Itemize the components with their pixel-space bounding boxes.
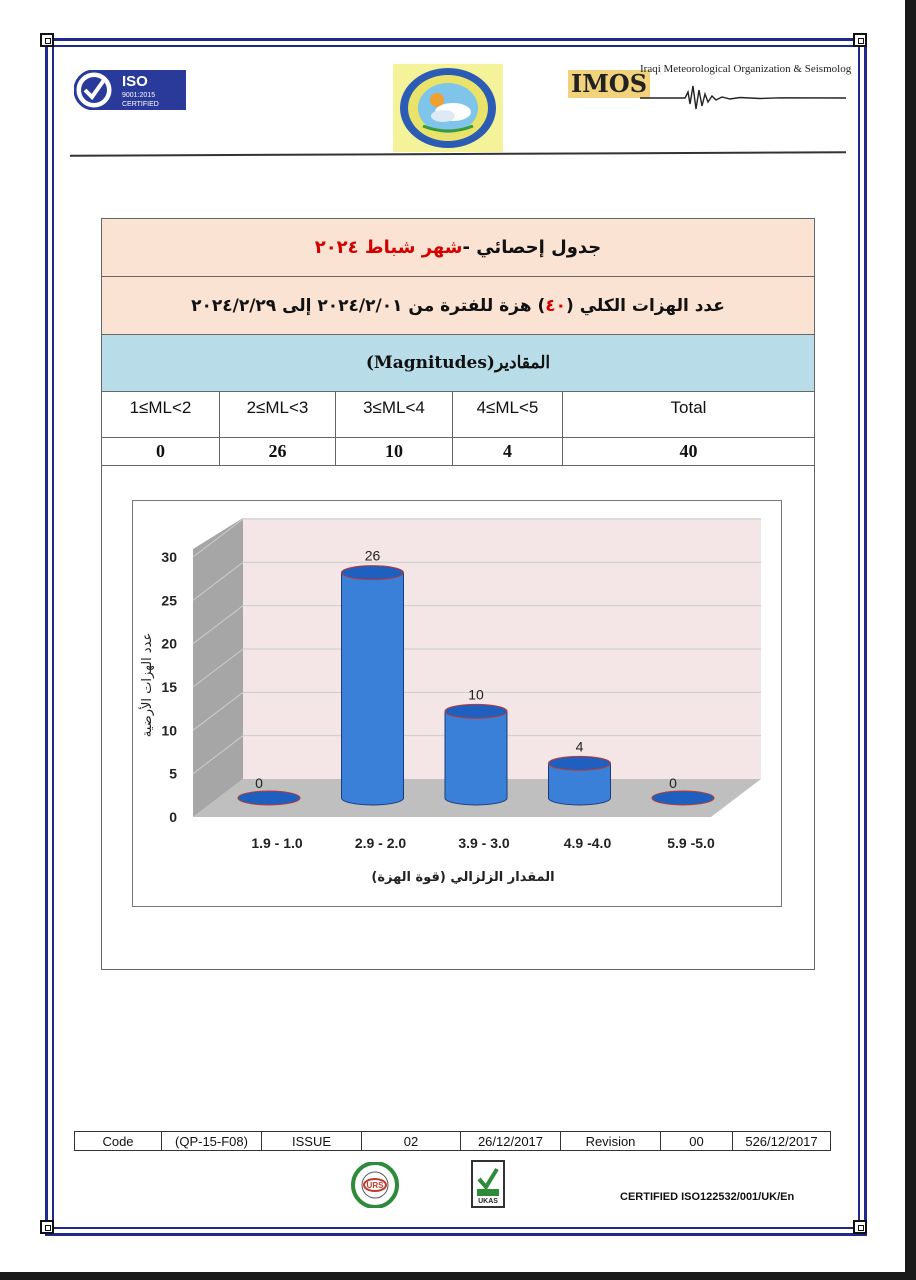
corner-ornament — [40, 33, 54, 47]
column-header-4-5: 4≤ML<5 — [453, 392, 563, 437]
x-tick-label: 2.9 - 2.0 — [354, 835, 407, 851]
chart-svg — [133, 501, 781, 906]
x-tick-label: 3.9 - 3.0 — [458, 835, 510, 851]
count-2-3: 26 — [220, 438, 336, 465]
table-title-text: جدول إحصائي - — [462, 237, 602, 258]
bar-top — [549, 756, 611, 770]
iso-standard-text: 9001:2015 — [122, 92, 156, 99]
iso-text: ISO — [122, 73, 148, 90]
count-total: 40 — [679, 441, 698, 461]
bar-top — [342, 566, 404, 580]
ukas-logo-text: UKAS — [478, 1198, 498, 1205]
table-title — [315, 237, 602, 258]
data-label: 26 — [364, 547, 381, 564]
corner-ornament — [853, 33, 867, 47]
bar-top — [445, 704, 507, 718]
y-tick-label: 0 — [169, 809, 177, 825]
bar-1 — [342, 548, 404, 805]
magnitudes-header-row — [102, 335, 814, 392]
total-quakes-row — [102, 277, 814, 335]
y-tick-label: 20 — [161, 635, 177, 652]
count-4-5: 4 — [453, 438, 563, 465]
y-tick-label: 30 — [161, 549, 177, 565]
corner-ornament — [853, 1220, 867, 1234]
count-3-4: 10 — [336, 438, 453, 465]
total-quakes-period: ) هزة للفترة من ٢٠٢٤/٢/٠١ إلى ٢٠٢٤/٢/٢٩ — [191, 295, 546, 316]
total-quakes-count: ٤٠ — [545, 295, 567, 316]
column-header-3-4: 3≤ML<4 — [336, 392, 453, 437]
urs-certification-logo — [351, 1162, 399, 1208]
certification-number: CERTIFIED ISO122532/001/UK/En — [620, 1191, 795, 1203]
document-control-table — [74, 1131, 831, 1151]
iso-certified-text: CERTIFIED — [122, 101, 159, 108]
y-tick-label: 5 — [169, 765, 177, 782]
table-title-row — [102, 219, 814, 277]
x-tick-label: 4.9 -4.0 — [563, 835, 612, 851]
iso-certified-logo — [74, 70, 186, 110]
urs-logo-text: URS — [366, 1181, 384, 1190]
footer-revision-value: 00 — [661, 1132, 733, 1150]
bar-body — [342, 573, 404, 805]
footer-issue-label: ISSUE — [262, 1132, 362, 1150]
x-tick-label: 5.9 -5.0 — [667, 835, 715, 851]
bar-top — [238, 791, 300, 805]
x-tick-label: 1.9 - 1.0 — [251, 835, 303, 851]
ukas-certification-logo — [469, 1159, 507, 1209]
y-tick-label: 25 — [161, 592, 177, 609]
y-tick-label: 15 — [161, 679, 177, 695]
magnitude-chart — [132, 500, 782, 907]
data-label: 4 — [575, 738, 584, 755]
magnitude-range-row — [102, 392, 814, 438]
footer-code-label: Code — [75, 1132, 162, 1150]
data-label: 10 — [468, 686, 484, 703]
footer-issue-value: 02 — [362, 1132, 461, 1150]
data-label: 0 — [255, 775, 263, 791]
footer-revision-date: 526/12/2017 — [745, 1133, 818, 1149]
magnitudes-header: المقادير(Magnitudes) — [365, 353, 551, 373]
bar-body — [445, 711, 507, 805]
y-tick-label: 10 — [161, 722, 177, 739]
meteorological-emblem-logo — [393, 64, 503, 152]
total-quakes-prefix: عدد الهزات الكلي ( — [566, 295, 725, 316]
bar-top — [652, 791, 714, 805]
footer-code-value: (QP-15-F08) — [162, 1132, 262, 1150]
x-axis-label: المقدار الزلزالي (قوة الهزة) — [371, 870, 555, 885]
footer-issue-date: 26/12/2017 — [461, 1132, 561, 1150]
total-quakes-text — [191, 296, 725, 316]
y-axis-label: عدد الهزات الأرضية — [140, 632, 155, 738]
seismograph-line-icon — [640, 82, 846, 112]
column-header-2-3: 2≤ML<3 — [220, 392, 336, 437]
corner-ornament — [40, 1220, 54, 1234]
organization-name: Iraqi Meteorological Organization & Seismolog — [640, 63, 852, 75]
column-header-total: Total — [670, 397, 707, 417]
magnitude-count-row — [102, 438, 814, 466]
data-label: 0 — [669, 775, 677, 791]
footer-revision-label: Revision — [561, 1132, 661, 1150]
column-header-1-2: 1≤ML<2 — [102, 392, 220, 437]
imos-logo-text: IMOS — [568, 70, 650, 98]
table-title-month: شهر شباط ٢٠٢٤ — [314, 237, 463, 258]
count-1-2: 0 — [102, 438, 220, 465]
